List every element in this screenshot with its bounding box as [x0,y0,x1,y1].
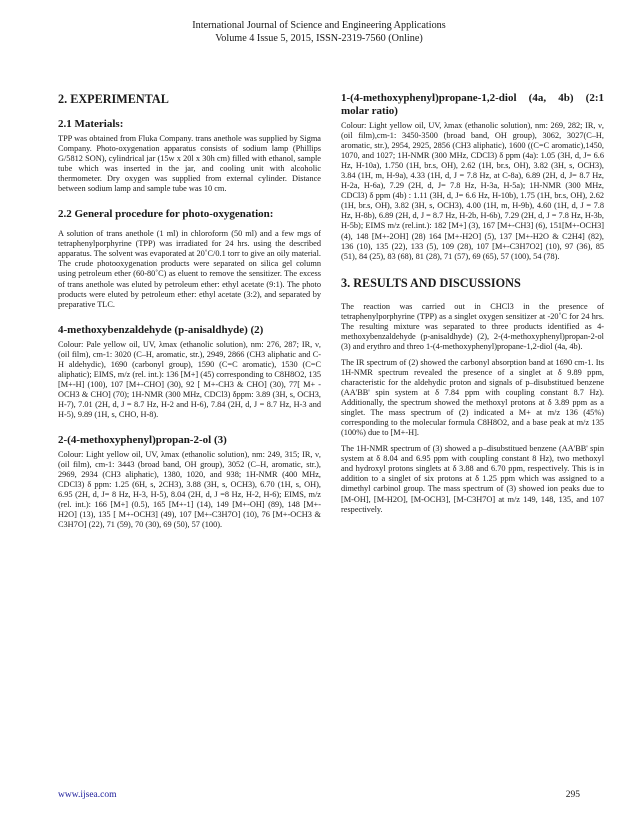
journal-header [0,20,638,45]
subsection-heading-procedure: 2.2 General procedure for photo-oxygenation: [58,208,274,221]
right-column [341,92,604,521]
journal-title: International Journal of Science and Engineering Applications [192,20,446,31]
footer-url-link[interactable]: www.ijsea.com [58,790,117,800]
section-heading-results: 3. RESULTS AND DISCUSSIONS [341,275,521,290]
compound-heading-3: 2-(4-methoxyphenyl)propan-2-ol (3) [58,434,227,447]
paragraph-results-1: The reaction was carried out in CHCl3 in the presence of tetraphenylporphyrine (TPP) as a singlet oxygen sensitizer at -20˚C for 24 hrs. The resulting mixture was separated to three products identified as 4-methoxybenzaldehyde (p-anisaldhyde) (2), 2-(4-methoxyphenyl)propan-2-ol (3) and erythro and threo 1-(4-methoxyphenyl)propane-1,2-diol (4a, 4b). [341,301,604,351]
paragraph-materials: TPP was obtained from Fluka Company. trans anethole was supplied by Sigma Company. Photo-oxygenation apparatus consists of sodium lamp (Phillips G/5812 SON), cylindrical jar (15w x 20l x 30h cm) filled with ethanol, sample tube which was inserted in the jar, and cooling unit with alcoholic thermometer. Dry oxygen was supplied from external cylinder. Distance between sodium lamp and sample tube was 10 cm. [58,134,321,194]
paragraph-compound-2: Colour: Pale yellow oil, UV, λmax (ethanolic solution), nm: 276, 287; IR, ν, (oil film), cm-1: 3020 (C–H, aromatic, str.), 2949, 2866 (CH3 aliphatic and C-H aldehydic), 1690 (carbonyl group), 1590 (C=C aromatic), 1530 (C=C aliphatic); EIMS, m/z (rel. int.): 136 [M+] (45) corresponding to C8H8O2, 135 [M+-H] (100), 107 [M+-CHO] (30), 92 [ M+-CH3 & CHO] (30), 77[ M+ - OCH3 & CHO] (70); 1H-NMR (300 MHz, CDCl3) δppm: 3.89 (3H, s, OCH3, H-7), 7.01 (2H, d, J = 8.7 Hz, H-2 and H-6), 7.84 (2H, d, J = 8.7 Hz, H-3 and H-5), 9.89 (1H, s, CHO, H-8). [58,339,321,419]
paragraph-results-2: The IR spectrum of (2) showed the carbonyl absorption band at 1690 cm-1. Its 1H-NMR spectrum revealed the presence of a singlet at δ 9.89 ppm, characteristic for the aldehydic proton and signals of p–disubstitued benzene (AA'BB' spin system at δ 7.84 ppm with coupling constant 8.7 Hz). Additionally, the spectrum showed the methoxyl protons at δ 3.89 ppm as a singlet. The mass spectrum of (2) indicated a M+ at m/z 136 (45%) corresponding to the molecular formula C8H8O2, and a base peak at m/z 135 (100%) due to [M+-H]. [341,357,604,438]
subsection-heading-materials: 2.1 Materials: [58,118,124,130]
paragraph-procedure: A solution of trans anethole (1 ml) in chloroform (50 ml) and a few mgs of tetraphenylporphyrine (TPP) was irradiated for 24 hrs. using the described apparatus. The solvent was evaporated at 20˚C/0.1 torr to give an oily material. The crude photooxygenation products were separated on silica gel column using petroleum ether (60-80˚C) as eluent to remove the sensitizer. The excess of trans anethole was eluted by petroleum ether: ethyl acetate (9:1). The photo products were eluted by petroleum ether: ethyl acetate (3:2), and separated by preparative TLC. [58,229,321,309]
paragraph-compound-3: Colour: Light yellow oil, UV, λmax (ethanolic solution), nm: 249, 315; IR, ν, (oil film), cm-1: 3443 (broad band, OH group), 3052 (C–H, aromatic, str.), 2969, 2934 (CH3 aliphatic), 1380, 1020, and 938; 1H-NMR (400 MHz, CDCl3) δ ppm: 1.25 (6H, s, 2CH3), 3.88 (3H, s, OCH3), 6.70 (1H, s, OH), 6.95 (2H, d, J= 8 Hz, H-3, H-5), 8.04 (2H, d, J =8 Hz, H-2, H-6); EIMS, m/z (rel. int.): 166 [M+] (0.5), 165 [M+-1] (14), 149 [M+-OH] (89), 148 [M+-H2O] (13), 135 [ M+-OCH3] (49), 107 [M+-C3H7O] (10), 76 [M+-OCH3 & C3H7O] (22), 71 (59), 70 (30), 69 (50), 57 (100). [58,450,321,530]
compound-heading-2: 4-methoxybenzaldehyde (p-anisaldhyde) (2) [58,323,264,336]
page-number: 295 [565,790,580,800]
compound-heading-4: 1-(4-methoxyphenyl)propane-1,2-diol (4a, 4b) (2:1 molar ratio) [341,92,604,117]
paragraph-results-3: The 1H-NMR spectrum of (3) showed a p–disubstitued benzene (AA'BB' spin system at δ 8.04 and 6.95 ppm with coupling constant 8 Hz), two methoxyl and hydroxyl protons singlets at δ 3.88 and 6.70 ppm, respectively. This is in addition to a singlet of six protons at δ 1.25 ppm which was assigned to a dimethyl carbinol group. The mass spectrum of (3) showed ion peaks due to [M-OH], [M-H2O], [M-OCH3], [M-C3H7O] at m/z 149, 148, 135, and 107 respectively. [341,444,604,514]
paragraph-compound-4: Colour: Light yellow oil, UV, λmax (ethanolic solution), nm: 269, 282; IR, ν, (oil film),cm-1: 3450-3500 (broad band, OH group), 3062, 3027(C–H, aromatic, str.), 2954, 2925, 2856 (CH3 aliphatic), 1600 ((C=C aromatic),1450, 1070, and 1027; 1H-NMR (300 MHz, CDCl3) δ ppm (4a): 1.05 (3H, d, J= 6.6 Hz, H-10a), 1.750 (1H, br.s, OH), 2.62 (1H, br.s, OH), 3.82 (3H, s, OCH3), 3.84 (1H, m, H-9a), 4.33 (1H, d, J = 7.8 Hz, at C-8a), 6.89 (2H, d, J= 8.7 Hz, H-2a, H-6a), 7.29 (2H, d, J= 7.8 Hz, H-3a, H-5a); 1H-NMR (300 MHz, CDCl3) δ ppm (4b) : 1.11 (3H, d, J= 6.6 Hz, H-10b), 1.75 (1H, br.s, OH), 2.62 (1H, br.s, OH), 3.82 (3H, s, OCH3), 4.00 (1H, m, H-9b), 4.60 (1H, d, J = 7.8 Hz, H-8b), 6.89 (2H, d, J = 8.7 Hz, H-2b, H-6b), 7.29 (2H, d, J = 7.8 Hz, H-3b, H-5b); EIMS m/z (rel.int.): 182 [M+] (3), 167 [M+-CH3] (6), 151[M+-OCH3] (4), 148 [M+-2OH] (28) 164 [M+-H2O] (5), 137 [M+-H2O & C2H4] (82), 136 (10), 135 (22), 133 (5), 109 (28), 107 [M+-C3H7O2] (10), 97 (36), 85 (51), 84 (25), 83 (68), 81 (28), 71 (57), 69 (65), 57 (100), 54 (78). [341,121,604,261]
section-heading-experimental: 2. EXPERIMENTAL [58,92,169,106]
left-column [58,92,321,536]
journal-volume: Volume 4 Issue 5, 2015, ISSN-2319-7560 (Online) [215,32,423,44]
